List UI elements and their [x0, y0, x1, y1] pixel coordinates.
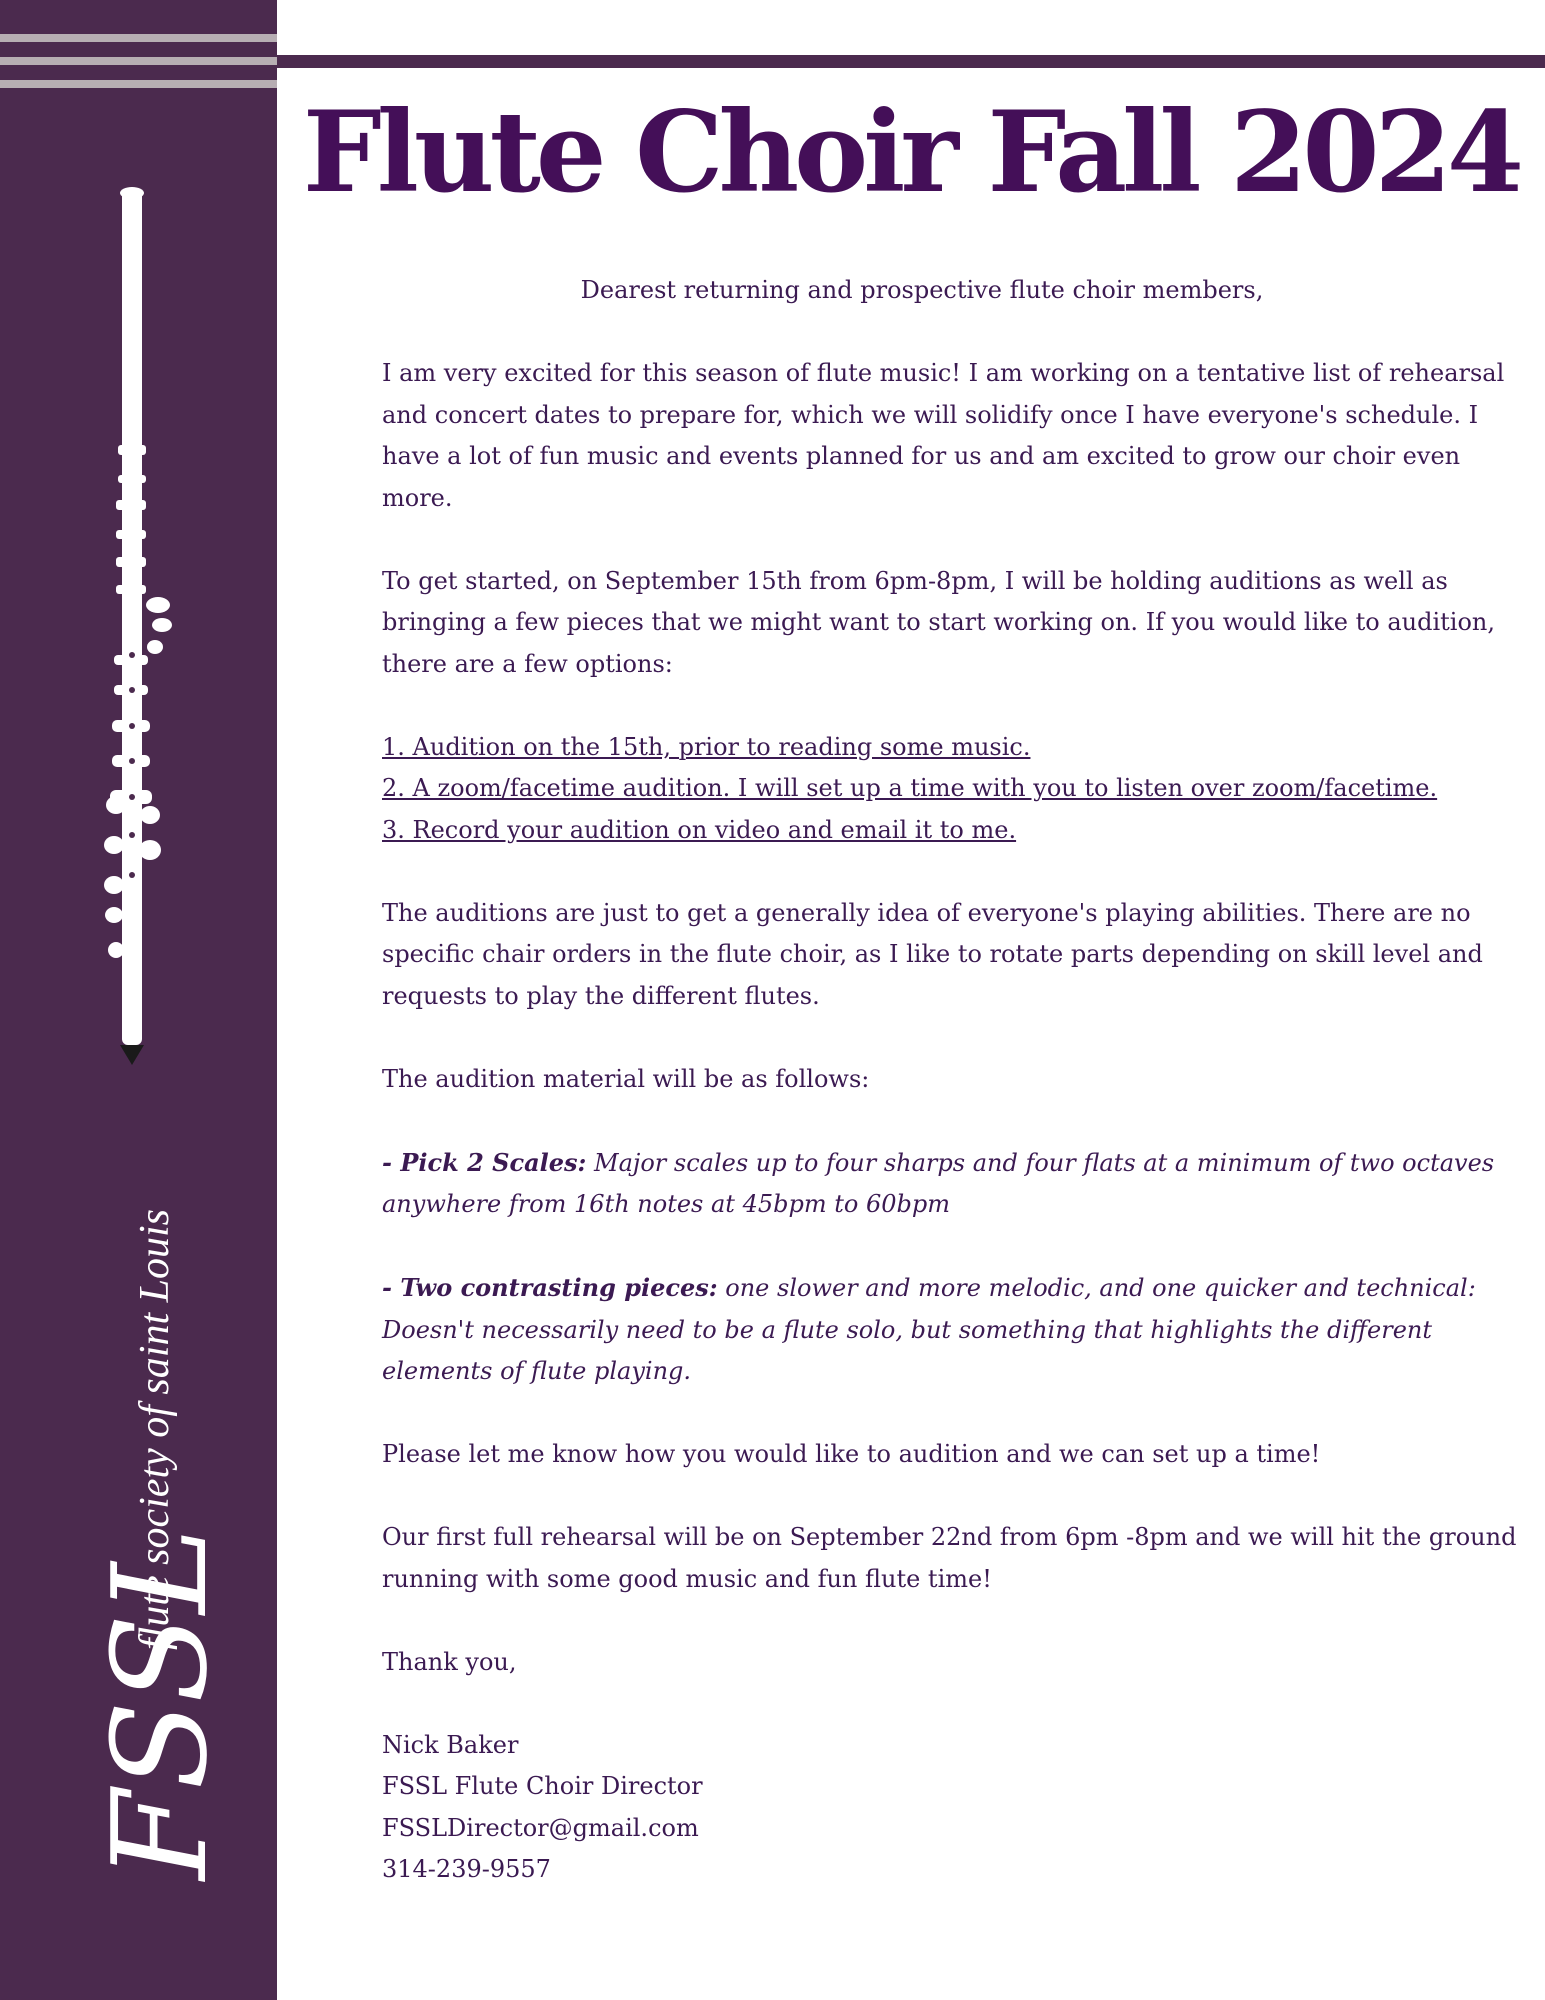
- auditions-date-highlight: To get started, on September 15th from 6pm-8pm, I will be holding auditions: [382, 566, 1322, 595]
- scales-label: - Pick 2 Scales:: [382, 1147, 587, 1177]
- let-me-know-paragraph: Please let me know how you would like to audition and we can set up a time!: [382, 1440, 1321, 1468]
- audition-option: 3. Record your audition on video and email it to me.: [382, 815, 1017, 844]
- flute-illustration: [100, 185, 190, 1070]
- rehearsal-paragraph: Our first full rehearsal will be on September 22nd from 6pm -8pm and we will hit the ground running with some good music and fun flute time!: [382, 1523, 1517, 1593]
- sidebar: [0, 0, 277, 2000]
- sidebar-stripe: [0, 80, 277, 88]
- signature-role: FSSL Flute Choir Director: [382, 1772, 703, 1800]
- signature-phone[interactable]: 314-239-9557: [382, 1855, 551, 1883]
- pieces-label: - Two contrasting pieces:: [382, 1273, 718, 1302]
- intro-paragraph: I am very excited for this season of flute music! I am working on a tentative list of rehearsal and concert dates to prepare for, which we will solidify once I have everyone's schedule. I have a lot of fun music and events planned for us and am excited to grow our choir even more.: [382, 359, 1505, 512]
- signature-email[interactable]: FSSLDirector@gmail.com: [382, 1813, 699, 1842]
- auditions-info-paragraph: The auditions are just to get a generally idea of everyone's playing abilities. There are no specific chair orders in the flute choir, as I like to rotate parts depending on skill level and requests to play the different flutes.: [382, 898, 1483, 1010]
- sidebar-stripe: [0, 57, 277, 65]
- auditions-rest: as well as bringing a few pieces that we might want to start working on. If you would like to audition, there are a few options:: [382, 566, 1495, 678]
- greeting: Dearest returning and prospective flute choir members,: [580, 276, 1264, 304]
- closing: Thank you,: [382, 1647, 517, 1676]
- header-bar: [277, 55, 1545, 68]
- logo-monogram: FSSL: [84, 1527, 236, 1880]
- letter-body: [382, 270, 1522, 1891]
- scales-text: Major scales up to four sharps and four flats at a minimum of two octaves anywhere from 16th notes at 45bpm to 60bpm: [382, 1148, 1495, 1218]
- pieces-text: one slower and more melodic, and one quicker and technical: Doesn't necessarily need to be a flute solo, but something that highlights the different elements of flute playing.: [382, 1274, 1476, 1385]
- scales-requirement: [382, 1142, 1522, 1226]
- audition-option: 2. A zoom/facetime audition. I will set up a time with you to listen over zoom/facetime.: [382, 774, 1438, 802]
- page-title: Flute Choir Fall 2024: [302, 88, 1520, 218]
- material-intro: The audition material will be as follows:: [382, 1064, 870, 1093]
- pieces-requirement: [382, 1267, 1522, 1393]
- auditions-paragraph: [382, 561, 1522, 686]
- audition-option: 1. Audition on the 15th, prior to reading some music.: [382, 732, 1031, 761]
- sidebar-stripe: [0, 34, 277, 42]
- signature-name: Nick Baker: [382, 1730, 519, 1759]
- logo-tagline: flute society of saint Louis: [132, 1209, 178, 1650]
- fssl-logo: [40, 1140, 270, 1900]
